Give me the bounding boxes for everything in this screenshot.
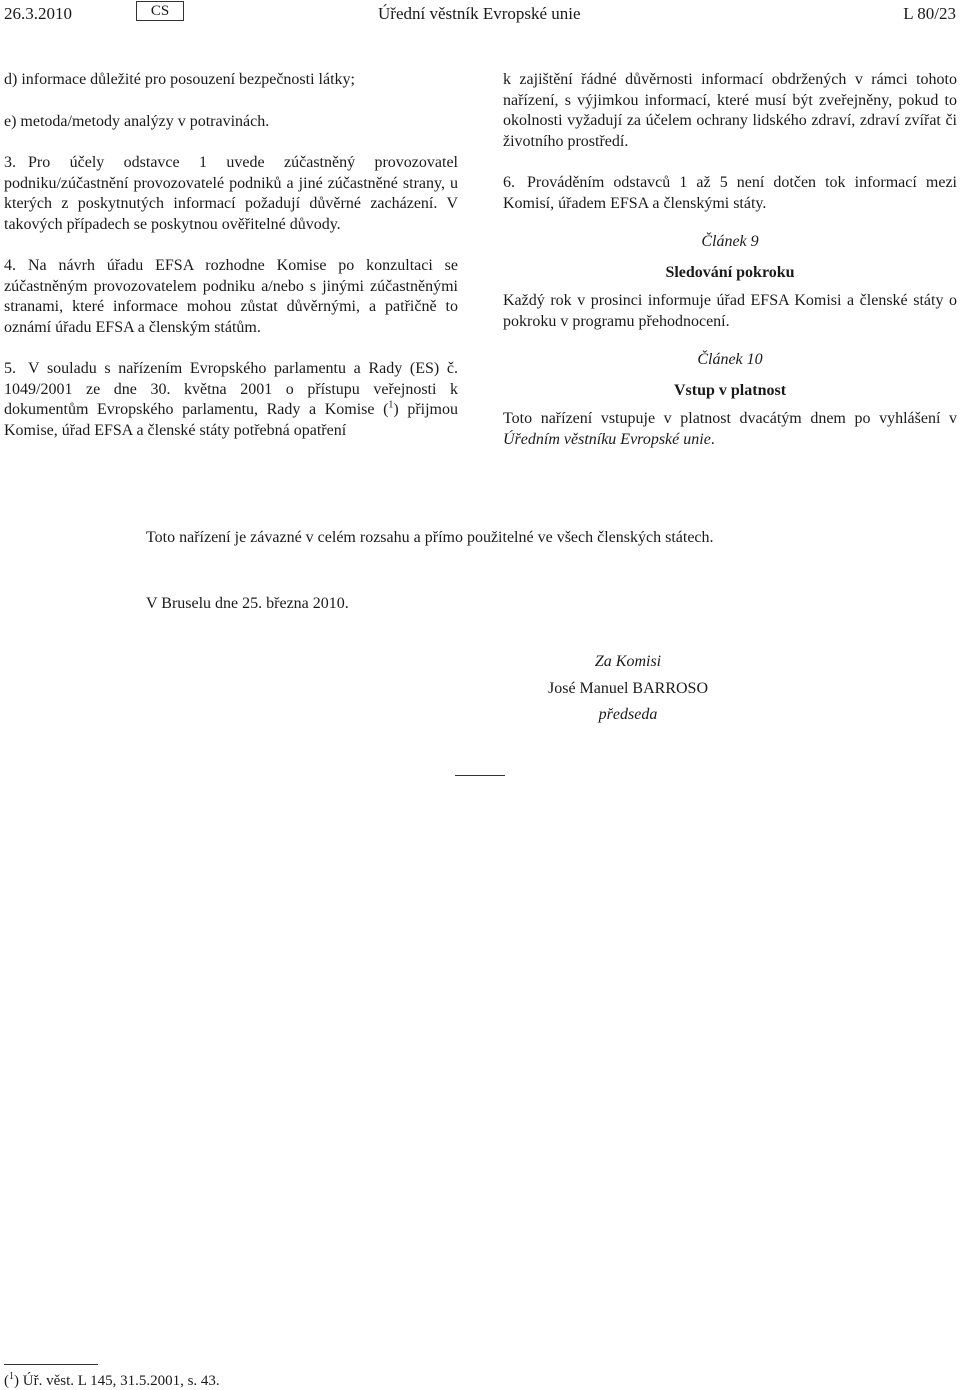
header-date: 26.3.2010	[4, 4, 72, 23]
article-9-text: Každý rok v prosinci informuje úřad EFSA Komisi a členské státy o pokroku v programu přehodnocení.	[503, 292, 957, 330]
item-d: d) informace důležité pro posouzení bezpečnosti látky;	[4, 71, 355, 88]
binding-statement: Toto nařízení je závazné v celém rozsahu a přímo použitelné ve všech členských státech.	[146, 529, 714, 546]
article-9-number: Článek 9	[701, 233, 759, 250]
paragraph-3	[4, 153, 458, 235]
article-10-number: Článek 10	[697, 351, 763, 368]
signatory-name: José Manuel BARROSO	[547, 679, 708, 697]
paragraph-6-text: Prováděním odstavců 1 až 5 není dotčen tok informací mezi Komisí, úřadem EFSA a členskými státy.	[503, 174, 957, 212]
footnote: ($^1$) Úř. věst. L 145, 31.5.2001, s. 43.	[4, 1371, 220, 1389]
signature-for: Za Komisi	[594, 653, 662, 670]
left-column	[4, 70, 458, 441]
paragraph-4-text: Na návrh úřadu EFSA rozhodne Komise po konzultaci se zúčastněným provozovatelem podniku a/nebo s jinými zúčastněnými stranami, které informace mohou zůstat důvěrnými, a patřičně to oznámí úřadu EFSA a členským státům.	[4, 257, 458, 336]
paragraph-3-text: Pro účely odstavce 1 uvede zúčastněný provozovatel podniku/zúčastnění provozovatelé podniků a jiné zúčastněné strany, u kterých z poskytnutých informací požadují důvěrné zacházení. V takových případech se poskytnou ověřitelné důvody.	[4, 154, 458, 233]
journal-title: Úřední věstník Evropské unie	[378, 4, 581, 23]
end-divider	[455, 775, 505, 776]
paragraph-5-number: 5.	[4, 360, 16, 377]
paragraph-5-text-end: ) přijmou Komise, úřad EFSA a členské státy potřebná opatření	[4, 401, 458, 439]
article-10-text-start: Toto nařízení vstupuje v platnost dvacátým dnem po vyhlášení v	[503, 410, 957, 427]
article-9-title: Sledování pokroku	[665, 263, 795, 281]
item-e: e) metoda/metody analýzy v potravinách.	[4, 112, 270, 130]
language-badge: CS	[136, 1, 184, 21]
paragraph-4-number: 4.	[4, 257, 16, 274]
signature-block	[480, 649, 776, 729]
footnote-divider	[4, 1364, 98, 1365]
footnote-text: Úř. věst. L 145, 31.5.2001, s. 43.	[22, 1373, 220, 1389]
paragraph-4	[4, 256, 458, 338]
paragraph-5	[4, 359, 458, 441]
article-10-text-end: .	[710, 430, 715, 448]
signatory-role: předseda	[598, 706, 658, 723]
paragraph-5-continued: k zajištění řádné důvěrnosti informací obdržených v rámci tohoto nařízení, s výjimkou informací, které musí být zveřejněny, pokud to okolnosti vyžadují za účelem ochrany lidského zdraví, zdraví zvířat či životního prostředí.	[503, 71, 957, 150]
article-10-text	[503, 409, 957, 450]
place-and-date: V Bruselu dne 25. března 2010.	[146, 595, 349, 612]
paragraph-5-text: V souladu s nařízením Evropského parlamentu a Rady (ES) č. 1049/2001 ze dne 30. května 2001 o přístupu veřejnosti k dokumentům Evropského parlamentu, Rady a Komise (	[4, 360, 458, 418]
page-reference: L 80/23	[903, 4, 956, 23]
article-10-title: Vstup v platnost	[673, 381, 787, 399]
paragraph-3-number: 3.	[4, 154, 16, 171]
paragraph-6-number: 6.	[503, 174, 515, 191]
footnote-reference[interactable]: 1	[388, 399, 394, 411]
journal-name-italic: Úředním věstníku Evropské unie	[503, 430, 711, 448]
right-column	[503, 70, 957, 450]
footnote-marker: 1	[9, 1371, 14, 1382]
paragraph-6	[503, 173, 957, 214]
